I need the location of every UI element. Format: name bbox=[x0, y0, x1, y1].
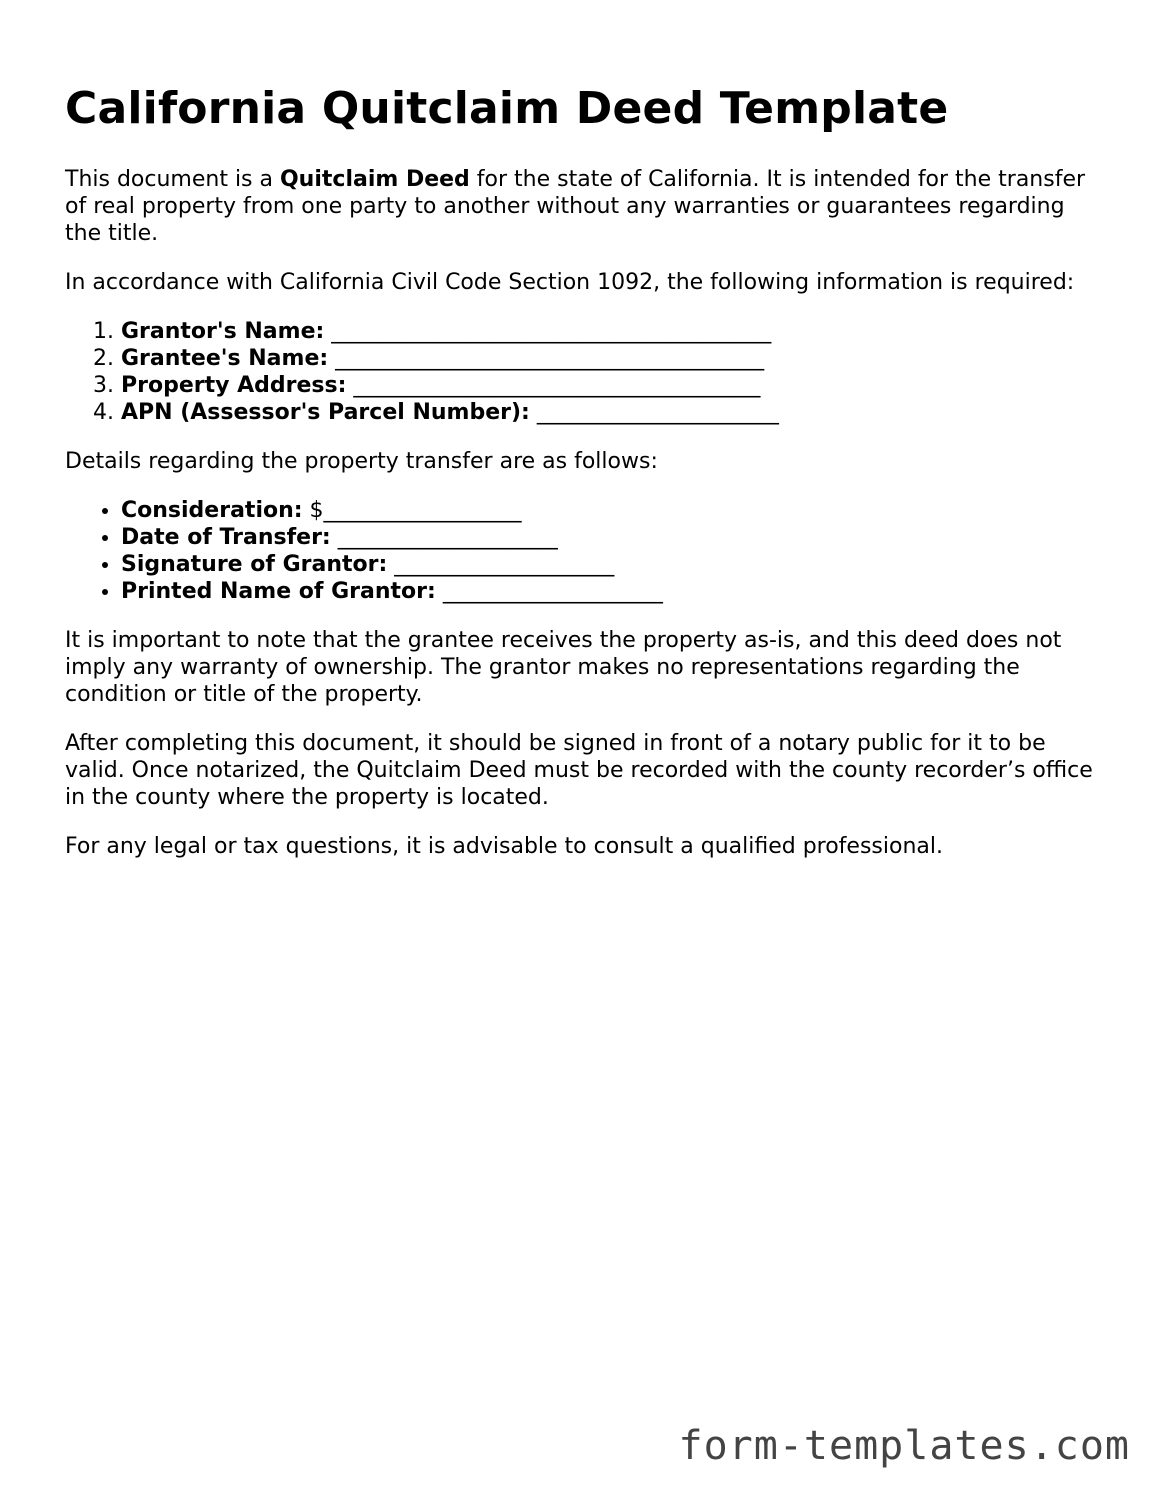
details-paragraph: Details regarding the property transfer are as follows: bbox=[65, 449, 658, 474]
note-paragraph: It is important to note that the grantee receives the property as-is, and this deed does not imply any warranty of ownership. The grantor makes no representations regarding the condition or title of the property. bbox=[65, 628, 1062, 707]
list-item bbox=[121, 551, 1105, 578]
detail-fields-list bbox=[65, 497, 1105, 605]
field-label: APN (Assessor's Parcel Number): bbox=[121, 400, 530, 425]
requirement-paragraph: In accordance with California Civil Code Section 1092, the following information is required: bbox=[65, 270, 1075, 295]
intro-text-before: This document is a bbox=[65, 167, 280, 192]
field-blank: $__________________ bbox=[302, 498, 522, 523]
notary-paragraph: After completing this document, it should be signed in front of a notary public for it to be valid. Once notarized, the Quitclaim Deed must be recorded with the county recorder’s office in the county where the property is located. bbox=[65, 731, 1093, 810]
intro-text-bold: Quitclaim Deed bbox=[279, 167, 470, 192]
field-label: Consideration: bbox=[121, 498, 303, 523]
field-label: Printed Name of Grantor: bbox=[121, 579, 436, 604]
field-blank: _____________________________________ bbox=[346, 373, 761, 398]
field-blank: _______________________________________ bbox=[328, 346, 765, 371]
field-label: Grantee's Name: bbox=[121, 346, 329, 371]
list-item bbox=[121, 399, 1105, 426]
field-blank: ____________________ bbox=[330, 525, 558, 550]
field-blank: ____________________ bbox=[435, 579, 663, 604]
intro-text-after: for the state of California. It is intended for the transfer of real property from one party to another without any warranties or guarantees regarding the title. bbox=[65, 167, 1086, 246]
field-blank: ____________________ bbox=[387, 552, 615, 577]
field-label: Signature of Grantor: bbox=[121, 552, 388, 577]
list-item bbox=[121, 318, 1105, 345]
field-blank: ________________________________________ bbox=[324, 319, 772, 344]
legal-paragraph: For any legal or tax questions, it is advisable to consult a qualified professional. bbox=[65, 834, 943, 859]
list-item bbox=[121, 524, 1105, 551]
watermark: form-templates.com bbox=[678, 1423, 1130, 1469]
field-label: Grantor's Name: bbox=[121, 319, 325, 344]
field-label: Date of Transfer: bbox=[121, 525, 331, 550]
field-blank: ______________________ bbox=[529, 400, 779, 425]
intro-paragraph bbox=[65, 166, 1105, 247]
required-fields-list bbox=[65, 318, 1105, 426]
page-title: California Quitclaim Deed Template bbox=[65, 83, 949, 134]
list-item bbox=[121, 578, 1105, 605]
list-item bbox=[121, 497, 1105, 524]
list-item bbox=[121, 345, 1105, 372]
document-page bbox=[65, 78, 1105, 860]
list-item bbox=[121, 372, 1105, 399]
field-label: Property Address: bbox=[121, 373, 347, 398]
